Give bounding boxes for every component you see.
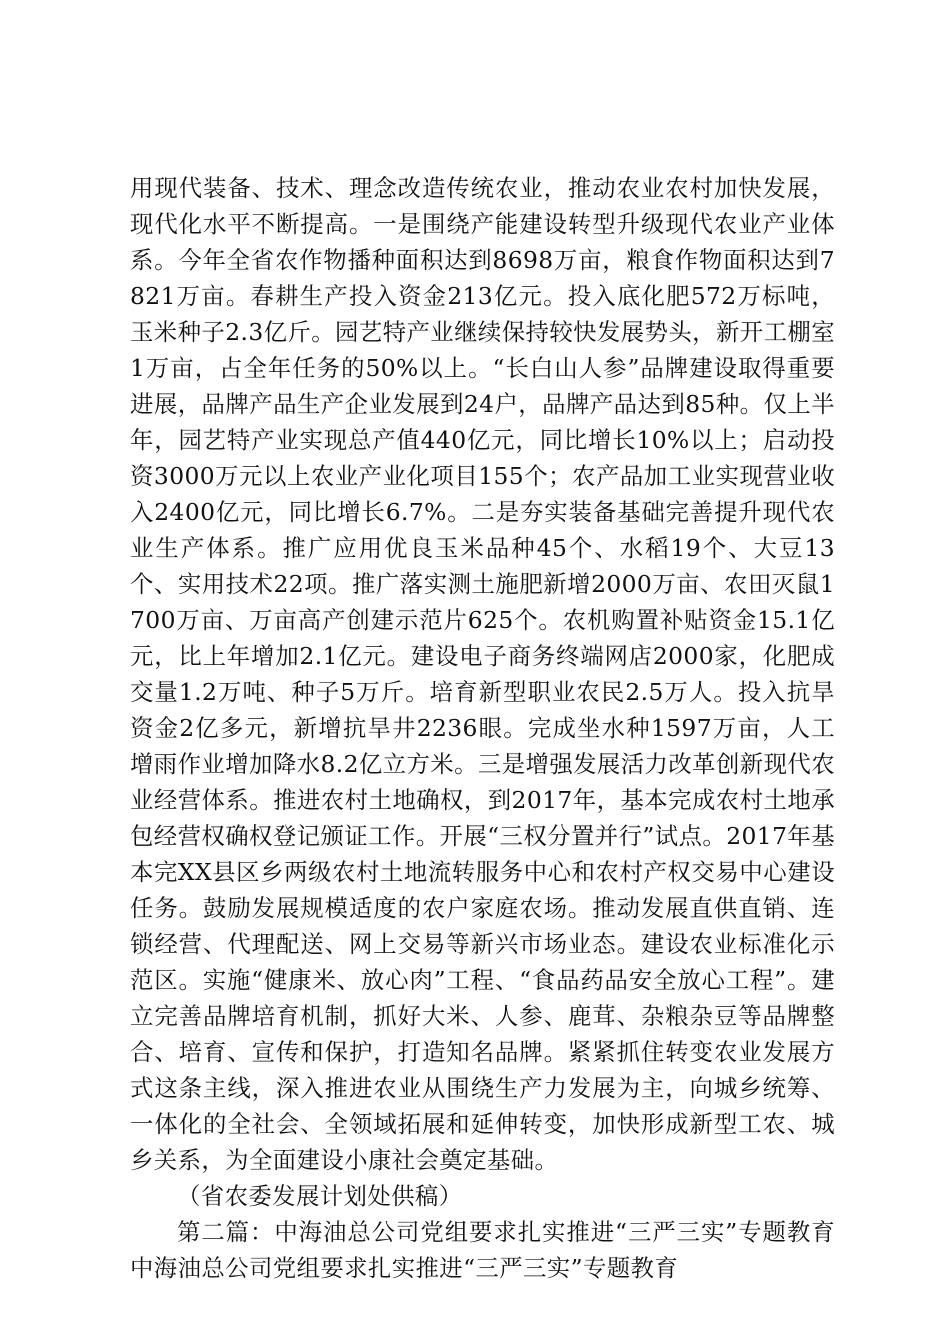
next-article-title: 第二篇：中海油总公司党组要求扎实推进“三严三实”专题教育中海油总公司党组要求扎实推进“三严三实”专题教育	[130, 1218, 835, 1282]
source-note: （省农委发展计划处供稿）	[177, 1182, 463, 1210]
body-paragraph: 用现代装备、技术、理念改造传统农业，推动农业农村加快发展，现代化水平不断提高。一是围绕产能建设转型升级现代农业产业体系。今年全省农作物播种面积达到8698万亩，粮食作物面积达到7821万亩。春耕生产投入资金213亿元。投入底化肥572万标吨，玉米种子2.3亿斤。园艺特产业继续保持较快发展势头，新开工棚室1万亩，占全年任务的50%以上。“长白山人参”品牌建设取得重要进展，品牌产品生产企业发展到24户，品牌产品达到85种。仅上半年，园艺特产业实现总产值440亿元，同比增长10%以上；启动投资3000万元以上农业产业化项目155个；农产品加工业实现营业收入2400亿元，同比增长6.7%。二是夯实装备基础完善提升现代农业生产体系。推广应用优良玉米品种45个、水稻19个、大豆13个、实用技术22项。推广落实测土施肥新增2000万亩、农田灭鼠1700万亩、万亩高产创建示范片625个。农机购置补贴资金15.1亿元，比上年增加2.1亿元。建设电子商务终端网店2000家，化肥成交量1.2万吨、种子5万斤。培育新型职业农民2.5万人。投入抗旱资金2亿多元，新增抗旱井2236眼。完成坐水种1597万亩，人工增雨作业增加降水8.2亿立方米。三是增强发展活力改革创新现代农业经营体系。推进农村土地确权，到2017年，基本完成农村土地承包经营权确权登记颁证工作。开展“三权分置并行”试点。2017年基本完XX县区乡两级农村土地流转服务中心和农村产权交易中心建设任务。鼓励发展规模适度的农户家庭农场。推动发展直供直销、连锁经营、代理配送、网上交易等新兴市场业态。建设农业标准化示范区。实施“健康米、放心肉”工程、“食品药品安全放心工程”。建立完善品牌培育机制，抓好大米、人参、鹿茸、杂粮杂豆等品牌整合、培育、宣传和保护，打造知名品牌。紧紧抓住转变农业发展方式这条主线，深入推进农业从围绕生产力发展为主，向城乡统筹、一体化的全社会、全领域拓展和延伸转变，加快形成新型工农、城乡关系，为全面建设小康社会奠定基础。	[130, 174, 835, 1174]
document-page	[130, 170, 835, 1286]
